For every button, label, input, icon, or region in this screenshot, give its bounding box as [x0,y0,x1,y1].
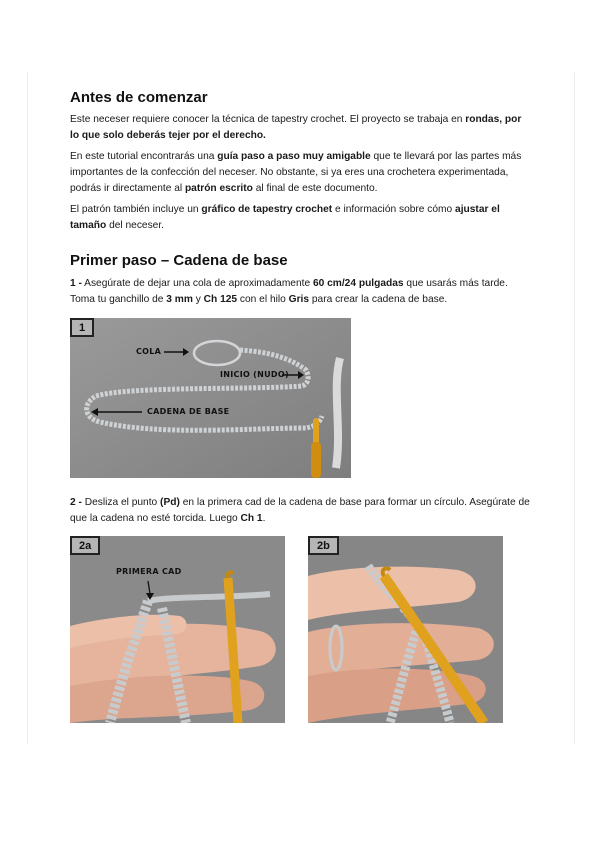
step-number: 1 - [70,278,82,289]
bold-text: 3 mm [166,294,193,305]
bold-text: ajustar el tamaño [70,204,500,231]
label-cola: COLA [136,347,162,356]
photo-badge: 2b [308,536,339,555]
text: para crear la cadena de base. [309,294,448,305]
text: Asegúrate de dejar una cola de aproximadamente [81,278,313,289]
text: en la primera cad de la cadena de base para formar un círculo. Asegúrate de que la cadena no esté torcida. Luego [70,497,530,524]
text: que usarás más tarde. Toma tu ganchillo de [70,278,508,305]
photo-step-2b [308,536,503,723]
hand-hook-illustration [70,536,285,723]
bold-text: patrón escrito [184,183,253,194]
paragraph-intro-2 [70,149,530,197]
heading-primer-paso: Primer paso – Cadena de base [70,252,288,269]
text: que te llevará por las partes más importantes de la confección del neceser. No obstante, si ya eres una crochetera experimentada, podrás ir directamente al [70,151,522,194]
label-primera-cad: PRIMERA CAD [116,567,182,576]
bold-text: guía paso a paso muy amigable [217,151,371,162]
text: al final de este documento. [252,183,378,194]
heading-antes-de-comenzar: Antes de comenzar [70,89,208,106]
step-number: 2 - [70,497,82,508]
bold-text: 60 cm/24 pulgadas [312,278,404,289]
text: Este neceser requiere conocer la técnica de tapestry crochet. El proyecto se trabaja en [70,114,466,125]
photo-step-1 [70,318,351,478]
photo-badge: 1 [70,318,94,337]
paragraph-intro-1 [70,112,530,144]
text: El patrón también incluye un [70,204,202,215]
document-page [27,72,575,744]
label-inicio-nudo: INICIO (NUDO) [220,370,289,379]
text: con el hilo [237,294,289,305]
text: e información sobre cómo [332,204,456,215]
text: Desliza el punto [81,497,161,508]
step-2-text [70,495,530,527]
paragraph-intro-3 [70,202,530,234]
yarn-chain-illustration [70,318,351,478]
bold-text: Gris [288,294,310,305]
bold-text: Ch 1 [240,513,263,524]
step-1-text [70,276,530,308]
text: En este tutorial encontrarás una [70,151,218,162]
label-cadena-de-base: CADENA DE BASE [147,407,230,416]
text: del neceser. [106,220,165,231]
bold-text: gráfico de tapestry crochet [201,204,333,215]
bold-text: (Pd) [160,497,180,508]
bold-text: Ch 125 [203,294,238,305]
bold-text: rondas, por lo que solo deberás tejer por el derecho. [70,114,522,141]
photo-step-2a [70,536,285,723]
hand-hook-illustration [308,536,503,723]
text: y [192,294,204,305]
photo-badge: 2a [70,536,100,555]
text: . [262,513,266,524]
